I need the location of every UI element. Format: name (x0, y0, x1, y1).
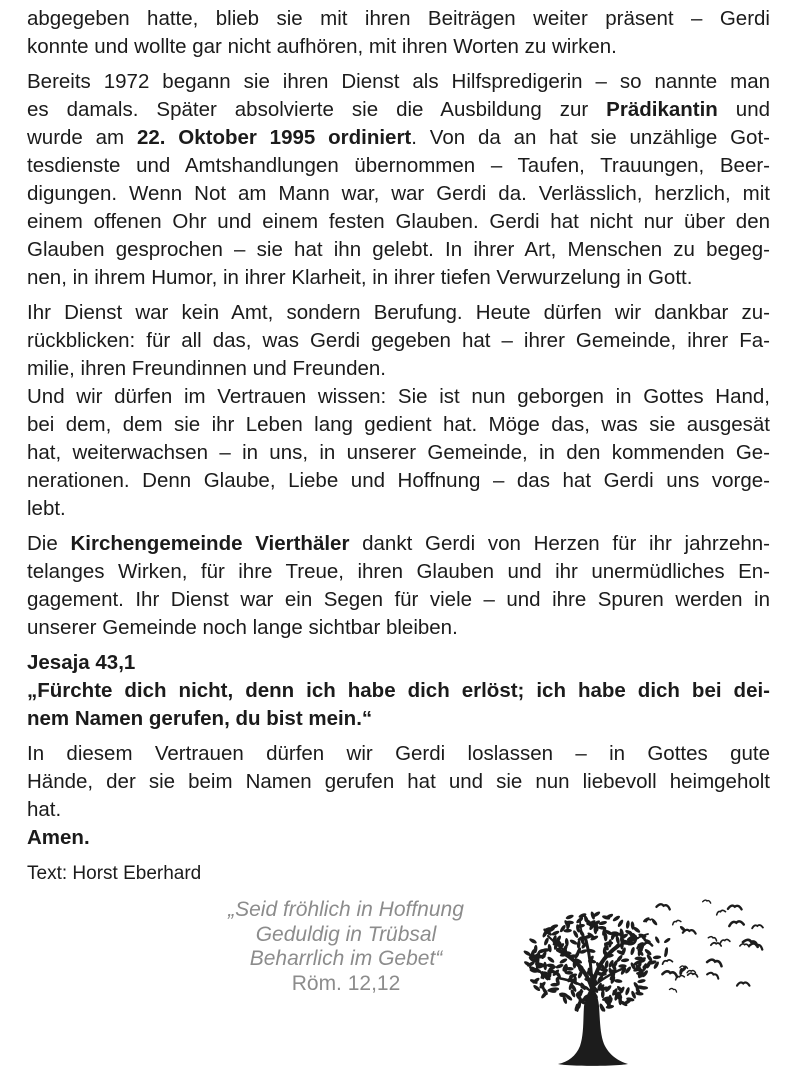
bottom-area (0, 886, 786, 1082)
text-line: Und wir dürfen im Vertrauen wissen: Sie ist nun geborgen in Gottes Hand, (27, 385, 770, 408)
paragraph (27, 530, 770, 642)
text-line: milie, ihren Freundinnen und Freunden. (27, 357, 386, 380)
quote-reference: Röm. 12,12 (291, 971, 401, 995)
paragraph (27, 649, 770, 733)
paragraph (27, 68, 770, 292)
text-line: digungen. Wenn Not am Mann war, war Gerdi da. Verlässlich, herzlich, mit (27, 182, 770, 205)
text-line: es damals. Später absolvierte sie die Ausbildung zur Prädikantin und (27, 98, 770, 121)
text-line: Glauben gesprochen – sie hat ihn gelebt. In ihrer Art, Menschen zu begeg- (27, 238, 770, 261)
tree-birds-illustration (506, 892, 774, 1072)
text-line: Hände, der sie beim Namen gerufen hat und sie nun liebevoll heimgeholt (27, 770, 770, 793)
text-line: hat, weiterwachsen – in uns, in unserer Gemeinde, in den kommenden Ge- (27, 441, 770, 464)
text-line: einem offenen Ohr und einem festen Glauben. Gerdi hat nicht nur über den (27, 210, 770, 233)
text-line: hat. (27, 798, 62, 821)
text-line: wurde am 22. Oktober 1995 ordiniert. Von da an hat sie unzählige Got- (27, 126, 770, 149)
credit-line: Text: Horst Eberhard (27, 863, 202, 884)
text-line: telanges Wirken, für ihre Treue, ihren Glauben und ihr unermüdliches En- (27, 560, 770, 583)
text-line: „Fürchte dich nicht, denn ich habe dich erlöst; ich habe dich bei dei- (27, 679, 770, 702)
text-line: Die Kirchengemeinde Vierthäler dankt Gerdi von Herzen für ihr jahrzehn- (27, 532, 770, 555)
paragraph (27, 299, 770, 383)
paragraph (27, 740, 770, 852)
memorial-quote (181, 898, 511, 996)
tree-with-birds-icon (506, 892, 774, 1072)
quote-line: Beharrlich im Gebet“ (249, 947, 443, 970)
text-line: Amen. (27, 826, 90, 849)
text-line: rückblicken: für all das, was Gerdi gegeben hat – ihrer Gemeinde, ihrer Fa- (27, 329, 770, 352)
quote-line: Geduldig in Trübsal (255, 922, 437, 946)
text-line: unserer Gemeinde noch lange sichtbar bleiben. (27, 616, 458, 639)
text-line: In diesem Vertrauen dürfen wir Gerdi loslassen – in Gottes gute (27, 742, 770, 765)
text-line: bei dem, dem sie ihr Leben lang gedient hat. Möge das, was sie ausgesät (27, 413, 770, 436)
text-line: nem Namen gerufen, du bist mein.“ (27, 707, 373, 730)
text-line: Ihr Dienst war kein Amt, sondern Berufung. Heute dürfen wir dankbar zu- (27, 301, 770, 324)
text-line: lebt. (27, 497, 66, 520)
paragraph (27, 5, 770, 61)
paragraph (27, 383, 770, 523)
text-line: konnte und wollte gar nicht aufhören, mit ihren Worten zu wirken. (27, 35, 617, 58)
quote-lines (181, 898, 511, 972)
text-line: abgegeben hatte, blieb sie mit ihren Beiträgen weiter präsent – Gerdi (27, 7, 770, 30)
quote-line: „Seid fröhlich in Hoffnung (228, 898, 464, 921)
text-line: Jesaja 43,1 (27, 651, 136, 674)
text-line: nerationen. Denn Glaube, Liebe und Hoffnung – das hat Gerdi uns vorge- (27, 469, 770, 492)
text-line: gagement. Ihr Dienst war ein Segen für viele – und ihre Spuren werden in (27, 588, 770, 611)
text-line: Bereits 1972 begann sie ihren Dienst als Hilfspredigerin – so nannte man (27, 70, 770, 93)
text-line: tesdienste und Amtshandlungen übernommen – Taufen, Trauungen, Beer- (27, 154, 770, 177)
text-line: nen, in ihrem Humor, in ihrer Klarheit, in ihrer tiefen Verwurzelung in Gott. (27, 266, 693, 289)
